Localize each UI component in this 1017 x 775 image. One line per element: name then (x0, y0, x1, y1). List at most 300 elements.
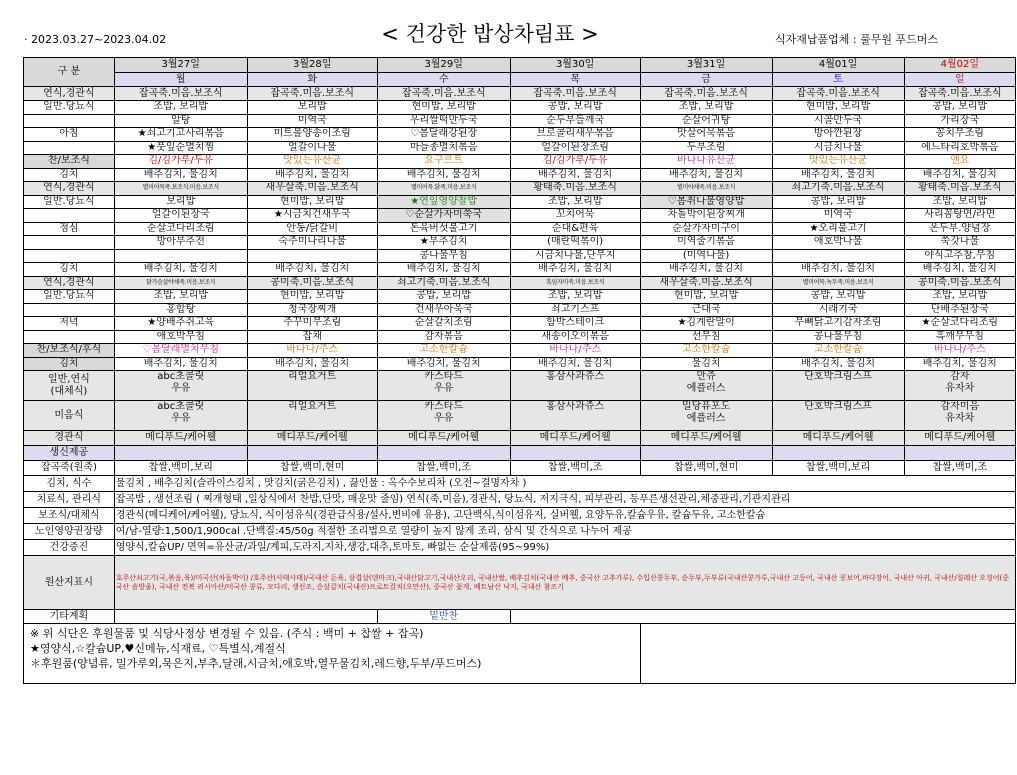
table-row (24, 263, 1016, 277)
menu-cell: 사리꼼탕면/라면 (904, 209, 1015, 223)
snack-general-cell (904, 371, 1015, 401)
table-row (24, 155, 1016, 169)
menu-cell: 애호박나물 (772, 236, 904, 250)
menu-cell: 방아깐된장 (772, 128, 904, 142)
snack-item: 유자차 (945, 383, 975, 394)
table-row (24, 492, 1016, 508)
snack-item: 우유 (434, 413, 454, 424)
menu-cell: 보리밥 (114, 195, 247, 209)
snack-soft-label-line: 미음식 (54, 409, 84, 421)
snack-item: 만쥬 (696, 371, 716, 382)
porridge-label: 잡곡죽(원죽) (24, 461, 115, 476)
porridge-cell: 찹쌀,백미,조 (904, 461, 1015, 476)
menu-cell: 잡채 (247, 330, 377, 344)
row-label: 아침 (24, 128, 115, 142)
menu-cell (247, 249, 377, 263)
menu-cell: 콩미죽.미음.보조식 (247, 276, 377, 290)
menu-cell: 청국장찌개 (247, 303, 377, 317)
menu-cell: 함박스테이크 (510, 317, 640, 331)
menu-cell: 현미밥, 보리밥 (247, 290, 377, 304)
menu-cell: 조밥, 보리밥 (114, 101, 247, 115)
menu-cell: (매란떡볶이) (510, 236, 640, 250)
date-header: 3월29일 (377, 58, 510, 73)
menu-cell: 배추김치, 물김치 (377, 263, 510, 277)
menu-cell: 배추김치, 물김치 (377, 357, 510, 371)
menu-cell: 잡곡죽.미음.보조식 (640, 87, 772, 101)
date-header: 4월01일 (772, 58, 904, 73)
menu-cell: 별미야채죽.미음.보조식 (640, 182, 772, 196)
menu-cell: 무뼈닭고기감자조림 (772, 317, 904, 331)
menu-cell: ★양배추쥐고육 (114, 317, 247, 331)
row-label (24, 114, 115, 128)
menu-cell: 배추김치, 물김치 (510, 263, 640, 277)
menu-cell: 현미밥, 보리밥 (247, 195, 377, 209)
menu-cell: ♡순살가자미쑥국 (377, 209, 510, 223)
tube-feed-cell: 메디푸드/케어웰 (772, 431, 904, 446)
menu-cell: 배추김치, 물김치 (772, 357, 904, 371)
porridge-cell: 찹쌀,백미,보리 (772, 461, 904, 476)
menu-cell: 콩밥, 보리밥 (904, 101, 1015, 115)
snack-item: 감자 (950, 371, 970, 382)
porridge-cell: 찹쌀,백미,보리 (114, 461, 247, 476)
table-row (24, 222, 1016, 236)
birthday-cell (377, 446, 510, 461)
menu-cell: 배추김치, 물김치 (904, 263, 1015, 277)
menu-cell: 별미어묵.닭죽.미음.보조식 (377, 182, 510, 196)
menu-cell: 우리쌀떡만두국 (377, 114, 510, 128)
menu-cell: 얼갈이된장조림 (510, 141, 640, 155)
info-text: 물김치 , 배추김치(슬라이스김치 , 맛김치(굵은김치) , 끓인물 : 옥수수보리차 (오전~결명자차 ) (114, 476, 1015, 492)
table-row (24, 128, 1016, 142)
menu-cell: 시래기국 (772, 303, 904, 317)
notes-block (24, 624, 641, 684)
row-label: 김치 (24, 357, 115, 371)
day-header: 금 (640, 73, 772, 87)
snack-item: 우유 (171, 413, 191, 424)
menu-cell: 순살코다리조림 (114, 222, 247, 236)
snack-general-label (24, 371, 115, 401)
menu-cell: 잡곡죽.미음.보조식 (772, 87, 904, 101)
table-row (24, 195, 1016, 209)
other-cell (510, 610, 1015, 624)
info-label: 보조식/대체식 (24, 508, 115, 524)
snack-item: 감자미음 (940, 401, 980, 412)
row-label (24, 249, 115, 263)
table-row (24, 58, 1016, 73)
menu-cell: 바나나/주스 (904, 344, 1015, 358)
menu-cell: 앤요 (904, 155, 1015, 169)
menu-cell: 조밥, 보리밥 (904, 290, 1015, 304)
menu-cell: 김/김가루/두유 (114, 155, 247, 169)
table-row (24, 73, 1016, 87)
snack-soft-cell (114, 401, 247, 431)
menu-cell: 조밥, 보리밥 (114, 290, 247, 304)
menu-cell: 배추김치, 물김치 (114, 168, 247, 182)
menu-cell: 브로콜리새우볶음 (510, 128, 640, 142)
menu-cell: ★쇠고기고사리볶음 (114, 128, 247, 142)
menu-cell: 잡곡죽.미음.보조식 (904, 87, 1015, 101)
snack-soft-cell (247, 401, 377, 431)
menu-cell: 흑깨무무침 (904, 330, 1015, 344)
menu-cell: 현미밥, 보리밥 (772, 101, 904, 115)
menu-cell: 맛있는유산균 (247, 155, 377, 169)
tube-feed-label: 경관식 (24, 431, 115, 446)
date-header: 4월02일 (904, 58, 1015, 73)
menu-cell: 맛살어묵볶음 (640, 128, 772, 142)
table-row (24, 330, 1016, 344)
porridge-cell: 찹쌀,백미,조 (377, 461, 510, 476)
row-label: 일반.당뇨식 (24, 101, 115, 115)
menu-cell: 배추김치, 물김치 (114, 357, 247, 371)
menu-cell: 단배추된장국 (904, 303, 1015, 317)
table-row (24, 540, 1016, 556)
row-label (24, 209, 115, 223)
menu-cell: 시금치나물 (772, 141, 904, 155)
porridge-cell: 찹쌀,백미,현미 (247, 461, 377, 476)
date-header: 3월28일 (247, 58, 377, 73)
day-header: 토 (772, 73, 904, 87)
table-row (24, 87, 1016, 101)
note-line: ＊후원품(양념류, 밀가루외,묵은지,부추,달래,시금치,애호박,열무물김치,레드향,두부/푸드머스) (30, 657, 482, 670)
info-text: 영양식,칼슘UP/ 면역=유산균/과일/계피,도라지,지차,생강,대추,토마토, 빠없는 순살제품(95~99%) (114, 540, 1015, 556)
menu-cell: 새우살죽.미음.보조식 (247, 182, 377, 196)
menu-cell: 숙주미나리나물 (247, 236, 377, 250)
snack-general-cell (510, 371, 640, 401)
info-text: 경관식(메디케어/케어웰), 당뇨식, 식이섬유식(경관급식용/설사,변비에 유용), 고단백식,식이섬유지, 실버웰, 요양두유,칼슘우유, 칼슘두유, 고소한칼슘 (114, 508, 1015, 524)
menu-cell: 쇠고기죽.미음.보조식 (377, 276, 510, 290)
snack-item: 홍삼사과쥬스 (546, 371, 605, 382)
menu-cell: 가리장국 (904, 114, 1015, 128)
origin-label: 원산지표시 (24, 556, 115, 610)
menu-cell: 고소한칼슘 (640, 344, 772, 358)
snack-item: 리얼요거트 (288, 401, 337, 412)
menu-cell: 맛있는유산균 (772, 155, 904, 169)
snack-item: 유자차 (945, 413, 975, 424)
menu-cell: 바나나/주스 (247, 344, 377, 358)
menu-cell: 현미밥, 보리밥 (377, 101, 510, 115)
menu-cell: 배추김치, 물김치 (247, 168, 377, 182)
menu-cell: ★부추김치 (377, 236, 510, 250)
menu-cell: 순살갈치조림 (377, 317, 510, 331)
table-row (24, 610, 1016, 624)
notes-blank (640, 624, 1015, 684)
menu-cell (772, 249, 904, 263)
row-label (24, 303, 115, 317)
menu-cell: 순대&편육 (510, 222, 640, 236)
menu-cell: ★오리불고기 (772, 222, 904, 236)
menu-cell: 콩미죽.미음.보조식 (904, 276, 1015, 290)
snack-general-cell (114, 371, 247, 401)
menu-cell: ♡봄달래강된장 (377, 128, 510, 142)
table-row (24, 141, 1016, 155)
menu-cell: 콩밥, 보리밥 (772, 195, 904, 209)
other-cell (114, 610, 377, 624)
row-label: 연식,경관식 (24, 87, 115, 101)
info-label: 치료식, 관리식 (24, 492, 115, 508)
menu-cell: 마늘종멸치볶음 (377, 141, 510, 155)
table-row (24, 431, 1016, 446)
porridge-cell: 찹쌀,백미,조 (510, 461, 640, 476)
menu-cell: 황태죽.미음.보조식 (510, 182, 640, 196)
other-plan-wed: 밑반찬 (377, 610, 510, 624)
table-row (24, 556, 1016, 610)
table-row (24, 168, 1016, 182)
menu-cell: 잡곡죽.미음.보조식 (377, 87, 510, 101)
menu-cell: 콩밥, 보리밥 (510, 101, 640, 115)
table-row (24, 624, 1016, 684)
table-row (24, 461, 1016, 476)
table-row (24, 371, 1016, 401)
row-label: 찬/보조식 (24, 155, 115, 169)
tube-feed-cell: 메디푸드/케어웰 (247, 431, 377, 446)
birthday-label: 생신제공 (24, 446, 115, 461)
snack-general-cell (640, 371, 772, 401)
menu-cell: 꼬치어묵 (510, 209, 640, 223)
birthday-cell (114, 446, 247, 461)
row-label (24, 330, 115, 344)
birthday-cell (247, 446, 377, 461)
snack-soft-label (24, 401, 115, 431)
snack-general-label-line: 일반,연식 (47, 373, 90, 385)
snack-item: 단호박크림스프 (804, 401, 872, 412)
menu-cell: 두부조림 (640, 141, 772, 155)
birthday-cell (904, 446, 1015, 461)
snack-soft-cell (510, 401, 640, 431)
date-header: 3월30일 (510, 58, 640, 73)
menu-cell: 알탕 (114, 114, 247, 128)
row-label: 저녁 (24, 317, 115, 331)
date-header: 3월27일 (114, 58, 247, 73)
menu-cell: 콩나물무침 (772, 330, 904, 344)
row-label: 김치 (24, 168, 115, 182)
menu-cell: 조밥, 보리밥 (640, 101, 772, 115)
info-text: 여/남-열량:1,500/1,900cal .단백질:45/50g 적절한 조리법으로 열량이 높지 않게 조리, 삼식 및 간식으로 나누어 제공 (114, 524, 1015, 540)
table-row (24, 114, 1016, 128)
tube-feed-cell: 메디푸드/케어웰 (114, 431, 247, 446)
menu-cell: 미역국 (247, 114, 377, 128)
snack-item: 우유 (434, 383, 454, 394)
snack-item: 단호박크림스프 (804, 371, 872, 382)
menu-cell: 배추김치, 물김치 (640, 263, 772, 277)
menu-cell: 순살어귀탕 (640, 114, 772, 128)
menu-cell: 배추김치, 물김치 (114, 263, 247, 277)
menu-cell: 배추김치, 물김치 (640, 168, 772, 182)
birthday-cell (772, 446, 904, 461)
snack-general-cell (772, 371, 904, 401)
row-label: 일반.당뇨식 (24, 195, 115, 209)
origin-text: 호주산쇠고기(국,볶음,육)/미국산(차돌박이) /호주산(사태사태)/국내산 돈육, 삼겹살(덴마크),국내산닭고기,국내산오리, 국내산쌀, 배추김치(국내산 배추, 중국산 고추가루), 수입산콩두부, 순두부,두부류(국내산콩가루,국내산 고등어, 국내산 꽁보어,바다장어, 국내산 아귀, 국내산/칠레산 오징어(중국산 솔방울), 국내산 전복 러시아산/미국산 콩류, 모다리, 생선조, 순살갈치(국내산)프로트칼치(오만산), 중국산 꽃게, 베트남산 낙지, 국내산 참조기 (114, 556, 1015, 610)
menu-cell: 콩밥, 보리밥 (377, 290, 510, 304)
menu-cell: 배추김치, 물김치 (772, 168, 904, 182)
table-row (24, 446, 1016, 461)
snack-item: abc초콜릿 (157, 401, 205, 412)
menu-cell: 조밥, 보리밥 (510, 195, 640, 209)
snack-soft-cell (772, 401, 904, 431)
info-label: 노인영양권장량 (24, 524, 115, 540)
menu-cell: 돈육버섯불고기 (377, 222, 510, 236)
menu-cell: 요구르트 (377, 155, 510, 169)
menu-cell: 순두부들깨국 (510, 114, 640, 128)
snack-item: 홍삼사과쥬스 (546, 401, 605, 412)
menu-cell: (미역나물) (640, 249, 772, 263)
row-label (24, 141, 115, 155)
meal-plan-table (23, 57, 1016, 684)
row-label: 찬/보조식/후식 (24, 344, 115, 358)
tube-feed-cell: 메디푸드/케어웰 (377, 431, 510, 446)
menu-cell: 쇠고기죽.미음.보조식 (772, 182, 904, 196)
info-label: 김치, 식수 (24, 476, 115, 492)
menu-cell: 시골만두국 (772, 114, 904, 128)
other-plan-label: 기타계획 (24, 610, 115, 624)
menu-cell: 에느타리호박볶음 (904, 141, 1015, 155)
info-label: 건강증진 (24, 540, 115, 556)
table-row (24, 401, 1016, 431)
snack-item: 밀당퓨포도 (681, 401, 731, 412)
menu-cell: 별미어묵죽.보조식.미음.보조식 (114, 182, 247, 196)
note-line: ※ 위 식단은 후원물품 및 식당사정상 변경될 수 있음. (주식 : 백미 + 찹쌀 + 잡곡) (30, 627, 424, 640)
menu-cell: 흑임자미죽.미음.보조식 (510, 276, 640, 290)
table-row (24, 182, 1016, 196)
menu-cell: 감자볶음 (377, 330, 510, 344)
table-row (24, 476, 1016, 492)
snack-soft-cell (377, 401, 510, 431)
snack-soft-cell (640, 401, 772, 431)
menu-cell: 잡곡죽.미음.보조식 (114, 87, 247, 101)
menu-cell: 주꾸미무조림 (247, 317, 377, 331)
table-row (24, 209, 1016, 223)
menu-cell: 순살가자미구이 (640, 222, 772, 236)
snack-general-cell (377, 371, 510, 401)
snack-item: 카스타드 (424, 401, 463, 412)
day-header: 일 (904, 73, 1015, 87)
row-label (24, 236, 115, 250)
menu-cell: 미역줄기볶음 (640, 236, 772, 250)
menu-cell: 바나나유산균 (640, 155, 772, 169)
snack-item: 에플러스 (686, 383, 726, 394)
snack-item: 리얼요거트 (288, 371, 337, 382)
table-row (24, 357, 1016, 371)
menu-cell: 건새우아욱국 (377, 303, 510, 317)
table-row (24, 524, 1016, 540)
menu-cell: 야식고추참,무침 (904, 249, 1015, 263)
tube-feed-cell: 메디푸드/케어웰 (510, 431, 640, 446)
page-title: < 건강한 밥상차림표 > (381, 22, 599, 46)
menu-cell: 물김치 (640, 357, 772, 371)
menu-cell: 얼갈이나물 (247, 141, 377, 155)
row-label: 연식,경관식 (24, 276, 115, 290)
menu-cell: 시금치나물,단무지 (510, 249, 640, 263)
menu-cell: 새우살죽.미음.보조식 (640, 276, 772, 290)
table-row (24, 290, 1016, 304)
menu-cell (114, 249, 247, 263)
menu-cell: 방아부추전 (114, 236, 247, 250)
day-header: 수 (377, 73, 510, 87)
menu-cell: 근대국 (640, 303, 772, 317)
day-header: 목 (510, 73, 640, 87)
snack-item: abc초콜릿 (157, 371, 205, 382)
menu-cell: ★순살코다리조림 (904, 317, 1015, 331)
menu-cell: 배추김치, 물김치 (247, 357, 377, 371)
menu-cell: 배추김치, 물김치 (904, 168, 1015, 182)
day-header: 월 (114, 73, 247, 87)
menu-cell: 고소한칼슘 (377, 344, 510, 358)
menu-cell: 닭가슴살야채죽.미음.보조식 (114, 276, 247, 290)
menu-cell: 미역국 (772, 209, 904, 223)
menu-cell: 황태죽.미음.보조식 (904, 182, 1015, 196)
menu-cell: 김/김가루/두유 (510, 155, 640, 169)
menu-cell: ♡봄취나물영양밥 (640, 195, 772, 209)
menu-cell: ♡봄달래멸치무침 (114, 344, 247, 358)
menu-cell: 배추김치, 물김치 (247, 263, 377, 277)
table-row (24, 303, 1016, 317)
menu-cell: 배추김치, 물김치 (377, 168, 510, 182)
menu-cell: 콩밥, 보리밥 (772, 290, 904, 304)
table-row (24, 236, 1016, 250)
menu-cell: ★김계란말이 (640, 317, 772, 331)
menu-cell: 온두부.양념장 (904, 222, 1015, 236)
menu-cell: 배추김치, 물김치 (510, 168, 640, 182)
menu-cell: 배추김치, 물김치 (510, 357, 640, 371)
menu-cell: 얼갈이된장국 (114, 209, 247, 223)
menu-cell: 별미어묵.녹두죽.미음.보조식 (772, 276, 904, 290)
menu-cell: ★풋잎순멸치찜 (114, 141, 247, 155)
day-header: 화 (247, 73, 377, 87)
menu-cell: 잡곡죽.미음.보조식 (510, 87, 640, 101)
vendor-label: 식자재납품업체 : 풀무원 푸드머스 (775, 33, 938, 46)
snack-general-label-line: (대체식) (50, 385, 88, 397)
table-row (24, 317, 1016, 331)
note-line: ★영양식,☆칼슘UP,♥신메뉴,식재료, ♡특별식,계절식 (30, 642, 286, 655)
table-row (24, 249, 1016, 263)
snack-soft-cell (904, 401, 1015, 431)
menu-cell: ★연잎영양찰밥 (377, 195, 510, 209)
menu-cell: 현미밥, 보리밥 (640, 290, 772, 304)
row-label: 연식,경관식 (24, 182, 115, 196)
date-range: · 2023.03.27~2023.04.02 (24, 33, 167, 46)
porridge-cell: 찹쌀,백미,현미 (640, 461, 772, 476)
menu-cell: ★시금치건새우국 (247, 209, 377, 223)
row-label: 일반.당뇨식 (24, 290, 115, 304)
tube-feed-cell: 메디푸드/케어웰 (640, 431, 772, 446)
menu-cell: 미트볼양송이조림 (247, 128, 377, 142)
snack-item: 에플러스 (686, 413, 726, 424)
menu-cell: 배추김치, 물김치 (772, 263, 904, 277)
birthday-cell (510, 446, 640, 461)
table-row (24, 276, 1016, 290)
table-row (24, 101, 1016, 115)
menu-cell: 애호박무침 (114, 330, 247, 344)
menu-cell: 배추김치, 물김치 (904, 357, 1015, 371)
table-row (24, 344, 1016, 358)
table-row (24, 508, 1016, 524)
row-label: 김치 (24, 263, 115, 277)
menu-cell: 조밥, 보리밥 (904, 195, 1015, 209)
snack-item: 카스타드 (424, 371, 463, 382)
menu-cell: 차돌박이된장찌개 (640, 209, 772, 223)
menu-cell: 꽁치무조림 (904, 128, 1015, 142)
menu-cell: 고소한칼슘 (772, 344, 904, 358)
info-text: 잡곡밥 , 생선조림 ( 찌개형태 ,일상식에서 찬밥,단맛, 매운맛 줄임) 연식(죽,미음),경관식, 당뇨식, 저지극식, 피부관리, 등푸른생선관리,체중관리,기관지관리 (114, 492, 1015, 508)
menu-cell: 바나나/주스 (510, 344, 640, 358)
snack-general-cell (247, 371, 377, 401)
menu-cell: 홍합탕 (114, 303, 247, 317)
menu-cell: 선무침 (640, 330, 772, 344)
menu-cell: 쇠고기스프 (510, 303, 640, 317)
birthday-cell (640, 446, 772, 461)
tube-feed-cell: 메디푸드/케어웰 (904, 431, 1015, 446)
snack-item: 우유 (171, 383, 191, 394)
menu-cell: 조밥, 보리밥 (510, 290, 640, 304)
